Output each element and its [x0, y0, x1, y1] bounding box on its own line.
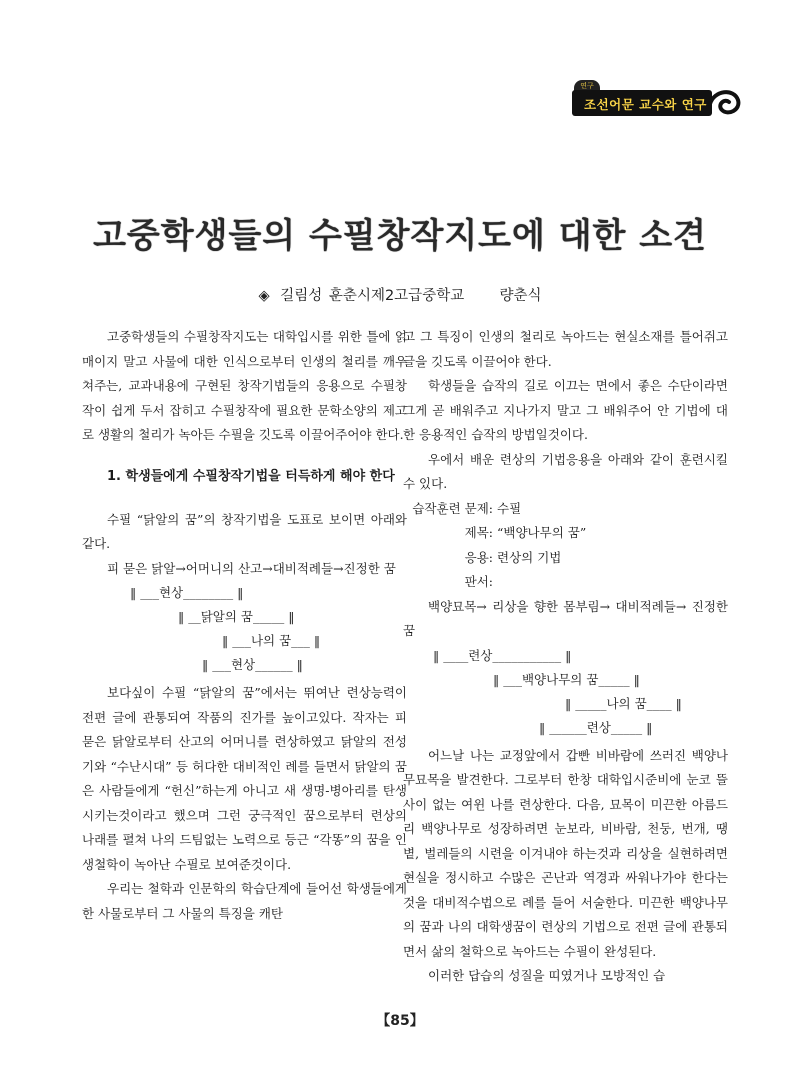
- diagram-line: ‖ ___현상______ ‖: [202, 657, 303, 672]
- paragraph: 이러한 답습의 성질을 띠였거나 모방적인 습: [428, 968, 666, 983]
- logo-bar: [572, 90, 712, 116]
- paragraph: 수필 “닭알의 꿈”의 창작기법을 도표로 보이면 아래와 같다.: [82, 511, 407, 551]
- right-column: [403, 325, 728, 989]
- paragraph: 백양묘목→ 리상을 향한 몸부림→ 대비적례들→ 진정한 꿈: [403, 598, 728, 638]
- paragraph: 학생들을 습작의 길로 이끄는 면에서 좋은 수단이라면 그게 곧 배워주고 지나가지 말고 그 배워주어 안 기법에 대한 응용적인 습작의 방법일것이다.: [403, 378, 728, 442]
- form-label: 응용:: [464, 549, 493, 565]
- swirl-ornament-icon: [708, 86, 742, 118]
- paragraph: 피 묻은 닭알→어머니의 산고→대비적례들→진정한 꿈: [107, 560, 396, 576]
- diagram-line: ‖ __닭알의 꿈_____ ‖: [178, 609, 295, 624]
- form-value: [493, 570, 497, 595]
- form-row: [403, 497, 728, 522]
- paragraph: 고 그 특징이 인생의 철리로 녹아드는 현실소재를 틀어쥐고 글을 깃도록 이끌어야 한다.: [403, 329, 728, 369]
- byline: [0, 284, 800, 305]
- diamond-marker-icon: ◈: [258, 288, 270, 304]
- paragraph: 우리는 철학과 인문학의 학습단계에 들어선 학생들에게 한 사물로부터 그 사물의 특징을 캐탄: [82, 881, 407, 921]
- journal-logo: [572, 80, 742, 120]
- section-heading: 1. 학생들에게 수필창작기법을 터득하게 해야 한다: [107, 468, 395, 484]
- diagram-line: ‖ _____나의 꿈____ ‖: [565, 695, 682, 711]
- diagram-line: ‖ ____련상___________ ‖: [433, 647, 572, 663]
- form-row: [403, 521, 728, 546]
- form-label: 판서:: [464, 574, 493, 589]
- form-value: 수필: [497, 500, 522, 516]
- paragraph: 어느날 나는 교정앞에서 갑빤 비바람에 쓰러진 백양나무묘목을 발견한다. 그로부터 한창 대학입시준비에 눈코 뜰 사이 없는 여윈 나를 련상한다. 다음, 묘목이 미끈한 아름드리 백양나무로 성장하려면 눈보라, 비바람, 천둥, 번개, 땡볕, 벌레들의 시련을 이겨내야 하는것과 리상을 실현하려면 현실을 정시하고 수많은 곤난과 역경과 싸워나가야 한다는것을 대비적수법으로 례를 들어 서술한다. 미끈한 백양나무의 꿈과 나의 대학생꿈이 련상의 기법으로 전편 글에 관통되면서 삶의 철학으로 녹아드는 수필이 완성된다.: [403, 747, 728, 959]
- left-column: [82, 325, 407, 926]
- diagram-line: ‖ ___현상________ ‖: [130, 585, 244, 600]
- form-row: [403, 546, 728, 571]
- paragraph: 우에서 배운 련상의 기법응용을 아래와 같이 훈련시킬수 있다.: [403, 451, 728, 491]
- article-title: 고중학생들의 수필창작지도에 대한 소견: [93, 216, 707, 256]
- form-row: [403, 570, 728, 595]
- form-label: 습작훈련 문제:: [412, 500, 493, 516]
- author-affiliation: 길림성 훈춘시제2고급중학교: [280, 288, 465, 304]
- diagram-line: ‖ ___나의 꿈___ ‖: [222, 633, 321, 648]
- intro-paragraph: 고중학생들의 수필창작지도는 대학입시를 위한 틀에 얽매이지 말고 사물에 대한 인식으로부터 인생의 철리를 깨우쳐주는, 교과내용에 구현된 창작기법들의 응용으로 수필창작이 쉽게 두서 잡히고 수필창작에 필요한 문학소양의 제고로 생활의 철리가 녹아든 수필을 깃도록 이끌어주어야 한다.: [82, 329, 407, 442]
- journal-name: 조선어문 교수와 연구: [584, 97, 707, 112]
- page-number: 【85】: [376, 1013, 424, 1029]
- logo-tab: 연구: [574, 80, 600, 92]
- diagram-line: ‖ ___백양나무의 꿈_____ ‖: [493, 671, 640, 687]
- diagram-line: ‖ ______련상_____ ‖: [539, 719, 653, 735]
- form-value: 련상의 기법: [497, 549, 562, 565]
- author-name: 량춘식: [499, 288, 542, 304]
- form-label: 제목:: [464, 525, 493, 540]
- form-value: “백양나무의 꿈”: [497, 525, 587, 540]
- paragraph: 보다싶이 수필 “닭알의 꿈”에서는 뛰여난 련상능력이 전편 글에 관통되여 작품의 진가를 높이고있다. 작자는 피 묻은 닭알로부터 산고의 어머니를 련상하였고 닭알의 전성기와 “수난시대” 등 허다한 대비적인 례를 들면서 닭알의 꿈은 사람들에게 “헌신”하는게 아니고 새 생명-병아리를 탄생시키는것이라고 했으며 그런 궁극적인 꿈으로부터 련상의 나래를 펼쳐 나의 드팀없는 노력으로 등근 “각똥”의 꿈을 인생철학이 녹아난 수필로 보여준것이다.: [82, 685, 407, 872]
